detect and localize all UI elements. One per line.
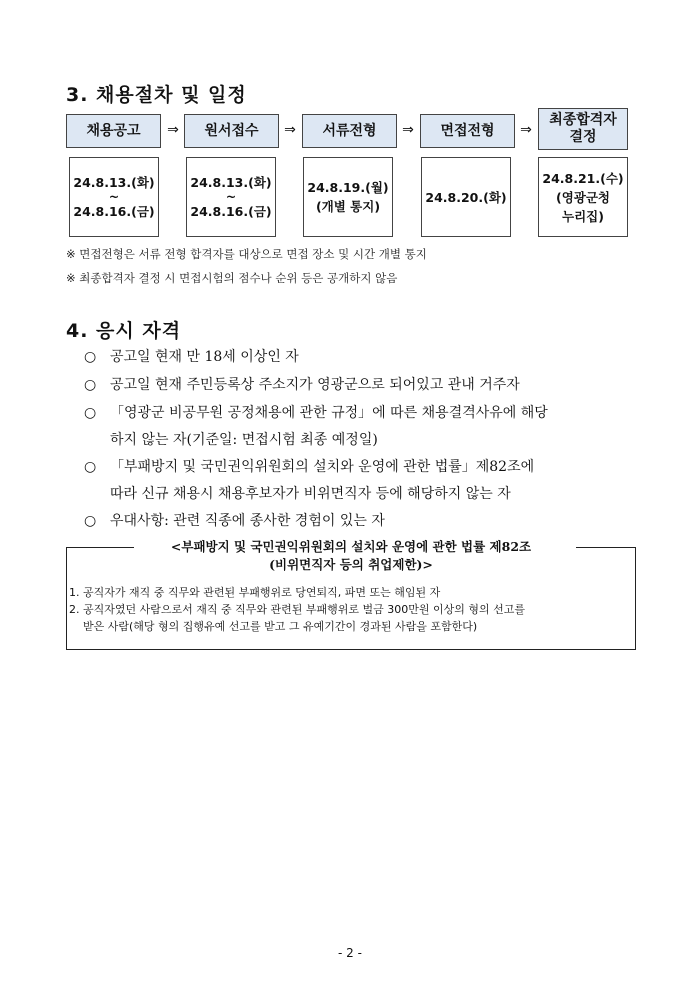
step-final-decision-line-1: 최종합격자 bbox=[549, 112, 617, 128]
date-end: 24.8.16.(금) bbox=[190, 204, 272, 219]
circle-bullet-icon: ○ bbox=[84, 405, 97, 421]
list-item-continuation: 따라 신규 채용시 채용후보자가 비위면직자 등에 해당하지 않는 자 bbox=[110, 486, 511, 502]
date-box-document-screening bbox=[303, 157, 393, 237]
circle-bullet-icon: ○ bbox=[84, 349, 97, 365]
list-item-text: 「영광군 비공무원 공정채용에 관한 규정」에 따른 채용결격사유에 해당 bbox=[110, 405, 548, 421]
note-final: ※ 최종합격자 결정 시 면접시험의 점수나 순위 등은 공개하지 않음 bbox=[66, 271, 398, 285]
section-4-title: 4. 응시 자격 bbox=[66, 320, 182, 342]
list-item-text: 우대사항: 관련 직종에 종사한 경험이 있는 자 bbox=[110, 513, 385, 529]
date-start: 24.8.13.(화) bbox=[73, 175, 155, 190]
date-box-application bbox=[186, 157, 276, 237]
date-line: 24.8.20.(화) bbox=[425, 189, 507, 205]
law-item-text: 공직자였던 사람으로서 재직 중 직무와 관련된 부패행위로 벌금 300만원 이상의 형의 선고를 bbox=[83, 603, 525, 616]
step-application: 원서접수 bbox=[184, 114, 279, 148]
list-item bbox=[84, 453, 644, 481]
list-item bbox=[84, 343, 644, 371]
date-line: 24.8.21.(수) bbox=[542, 170, 624, 186]
step-final-decision bbox=[538, 108, 628, 150]
date-box-announcement bbox=[69, 157, 159, 237]
section-3-title: 3. 채용절차 및 일정 bbox=[66, 84, 247, 106]
arrow-4: ⇒ bbox=[520, 122, 532, 138]
step-interview: 면접전형 bbox=[420, 114, 515, 148]
circle-bullet-icon: ○ bbox=[84, 377, 97, 393]
list-item-text: 공고일 현재 만 18세 이상인 자 bbox=[110, 349, 299, 365]
law-item-continuation: 받은 사람(해당 형의 집행유예 선고를 받고 그 유예기간이 경과된 사람을 포함한다) bbox=[83, 620, 478, 633]
law-item bbox=[69, 601, 629, 618]
step-document-screening: 서류전형 bbox=[302, 114, 397, 148]
recruitment-process-flow bbox=[66, 114, 636, 244]
list-item bbox=[84, 507, 644, 535]
list-item-continuation: 하지 않는 자(기준일: 면접시험 최종 예정일) bbox=[110, 432, 378, 448]
circle-bullet-icon: ○ bbox=[84, 459, 97, 475]
law-title-line-2: (비위면직자 등의 취업제한)> bbox=[269, 557, 433, 572]
law-item bbox=[69, 584, 629, 601]
date-line: 24.8.19.(월) bbox=[307, 180, 389, 195]
date-end: 24.8.16.(금) bbox=[73, 204, 155, 219]
arrow-3: ⇒ bbox=[402, 122, 414, 138]
step-announcement: 채용공고 bbox=[66, 114, 161, 148]
date-box-interview bbox=[421, 157, 511, 237]
date-line: (영광군청 bbox=[555, 189, 610, 205]
law-title-line-1: <부패방지 및 국민권익위원회의 설치와 운영에 관한 법률 제82조 bbox=[170, 539, 532, 554]
eligibility-list bbox=[84, 343, 644, 535]
law-items bbox=[69, 584, 629, 635]
date-tilde: ~ bbox=[225, 189, 237, 204]
arrow-2: ⇒ bbox=[284, 122, 296, 138]
law-excerpt-heading bbox=[66, 538, 636, 578]
step-final-decision-line-2: 결정 bbox=[569, 129, 597, 145]
list-item-text: 공고일 현재 주민등록상 주소지가 영광군으로 되어있고 관내 거주자 bbox=[110, 377, 520, 393]
list-item-text: 「부패방지 및 국민권익위원회의 설치와 운영에 관한 법률」제82조에 bbox=[110, 459, 535, 475]
circle-bullet-icon: ○ bbox=[84, 513, 97, 529]
page-number: - 2 - bbox=[338, 946, 362, 960]
arrow-1: ⇒ bbox=[167, 122, 179, 138]
date-start: 24.8.13.(화) bbox=[190, 175, 272, 190]
note-interview: ※ 면접전형은 서류 전형 합격자를 대상으로 면접 장소 및 시간 개별 통지 bbox=[66, 247, 427, 261]
law-item-number: 2. bbox=[69, 603, 80, 616]
date-box-final-decision bbox=[538, 157, 628, 237]
law-item-text: 공직자가 재직 중 직무와 관련된 부패행위로 당연퇴직, 파면 또는 해임된 자 bbox=[83, 586, 441, 599]
date-tilde: ~ bbox=[108, 189, 120, 204]
date-line: (개별 통지) bbox=[315, 199, 381, 214]
list-item bbox=[84, 399, 644, 427]
law-item-number: 1. bbox=[69, 586, 80, 599]
list-item bbox=[84, 371, 644, 399]
date-line: 누리집) bbox=[562, 208, 604, 224]
